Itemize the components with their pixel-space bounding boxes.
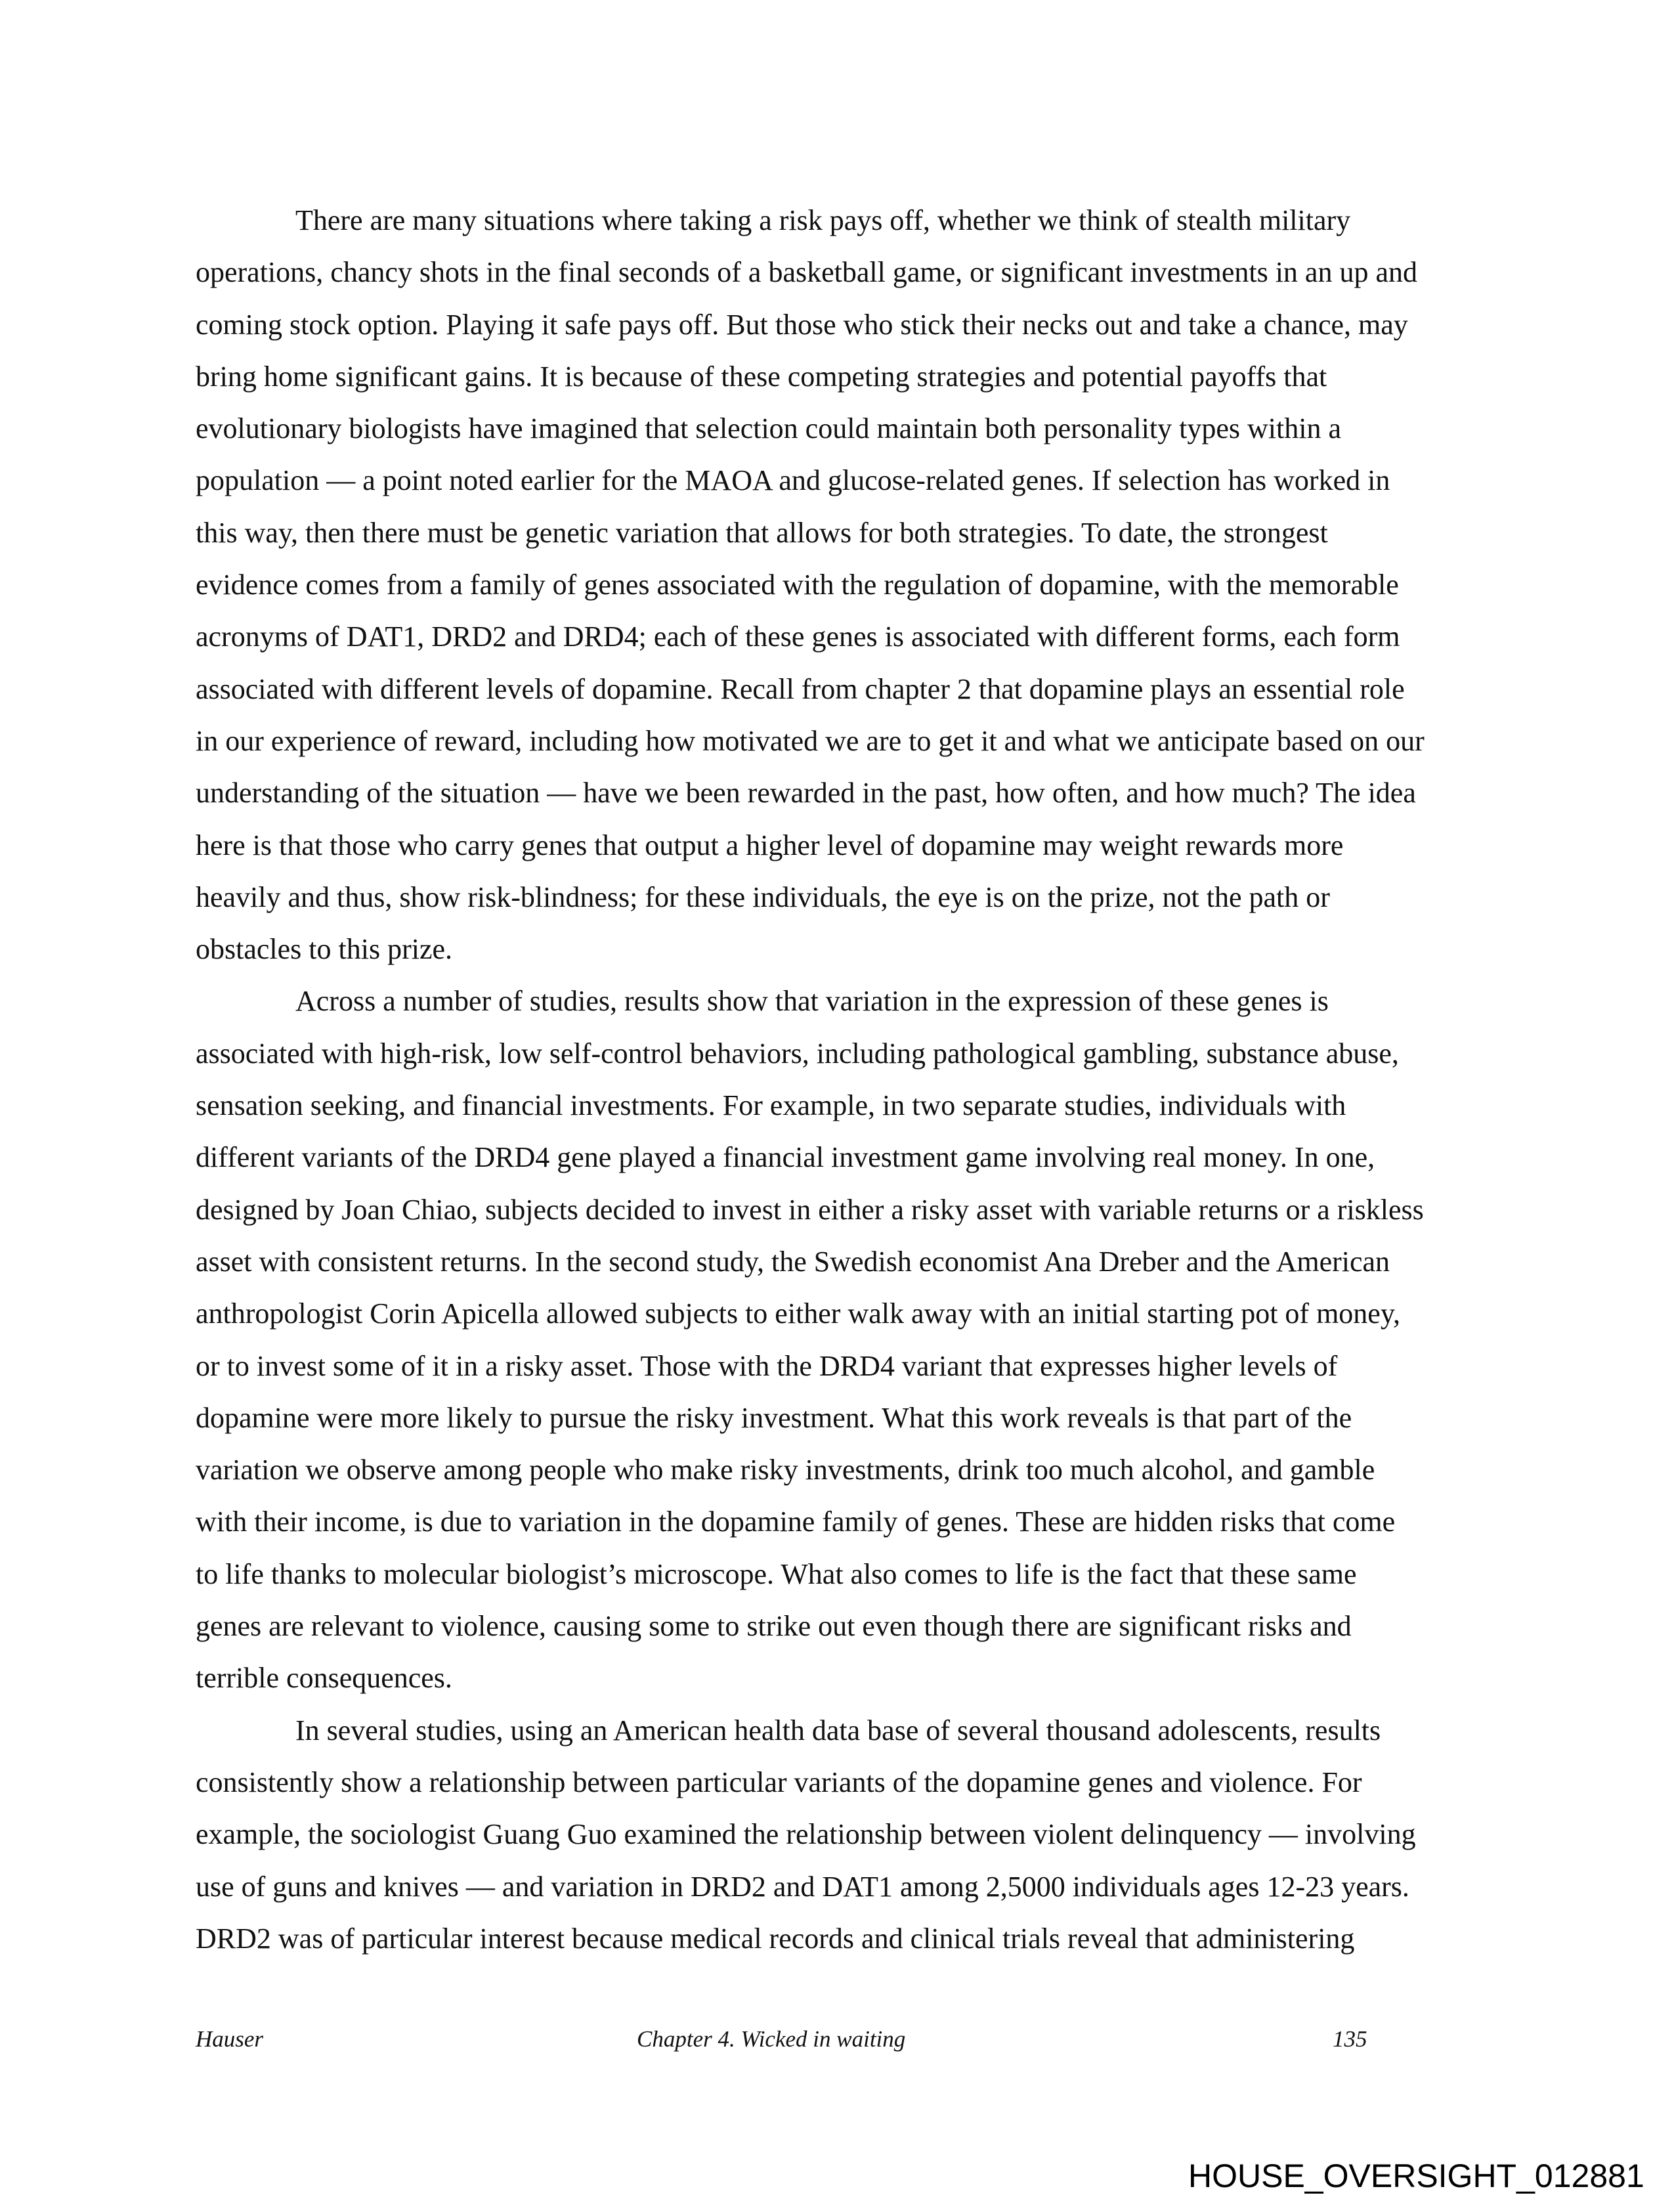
paragraph-2-line: designed by Joan Chiao, subjects decided to invest in either a risky asset with variable returns or a riskless	[196, 1193, 1424, 1226]
paragraph-2-line: to life thanks to molecular biologist’s microscope. What also comes to life is the fact that these same	[196, 1557, 1357, 1590]
paragraph-1-line: heavily and thus, show risk-blindness; for these individuals, the eye is on the prize, not the path or	[196, 880, 1330, 913]
body-text	[196, 194, 1482, 1964]
footer-chapter-title: Chapter 4. Wicked in waiting	[637, 2026, 906, 2052]
paragraph-2-line: dopamine were more likely to pursue the risky investment. What this work reveals is that part of the	[196, 1401, 1352, 1434]
paragraph-1-line: There are many situations where taking a risk pays off, whether we think of stealth military	[295, 204, 1351, 236]
paragraph-2-line: Across a number of studies, results show that variation in the expression of these genes is	[295, 985, 1329, 1018]
paragraph-1-line: bring home significant gains. It is because of these competing strategies and potential payoffs that	[196, 360, 1327, 393]
paragraph-2-line: variation we observe among people who make risky investments, drink too much alcohol, and gamble	[196, 1454, 1375, 1486]
paragraph-1-line: coming stock option. Playing it safe pays off. But those who stick their necks out and take a chance, may	[196, 308, 1408, 341]
paragraph-2-line: associated with high-risk, low self-control behaviors, including pathological gambling, substance abuse,	[196, 1037, 1399, 1070]
paragraph-2-line: sensation seeking, and financial investments. For example, in two separate studies, individuals with	[196, 1089, 1346, 1122]
paragraph-3-line: In several studies, using an American health data base of several thousand adolescents, results	[295, 1714, 1381, 1746]
paragraph-3-line: DRD2 was of particular interest because medical records and clinical trials reveal that administering	[196, 1922, 1355, 1955]
paragraph-2-line: anthropologist Corin Apicella allowed subjects to either walk away with an initial starting pot of money,	[196, 1297, 1400, 1330]
paragraph-1-line: in our experience of reward, including how motivated we are to get it and what we anticipate based on our	[196, 724, 1425, 757]
paragraph-2-line: or to invest some of it in a risky asset. Those with the DRD4 variant that expresses higher levels of	[196, 1349, 1338, 1382]
paragraph-2-line: terrible consequences.	[196, 1662, 452, 1695]
paragraph-1-line: evidence comes from a family of genes associated with the regulation of dopamine, with the memorable	[196, 569, 1399, 601]
paragraph-1-line: obstacles to this prize.	[196, 933, 453, 966]
paragraph-1-line: here is that those who carry genes that output a higher level of dopamine may weight rewards more	[196, 829, 1344, 861]
paragraph-3-line: consistently show a relationship between particular variants of the dopamine genes and violence. For	[196, 1766, 1362, 1798]
bates-number: HOUSE_OVERSIGHT_012881	[1188, 2158, 1644, 2194]
paragraph-1-line: acronyms of DAT1, DRD2 and DRD4; each of these genes is associated with different forms, each form	[196, 620, 1400, 653]
paragraph-2-line: genes are relevant to violence, causing some to strike out even though there are significant risks and	[196, 1610, 1352, 1643]
paragraph-1-line: this way, then there must be genetic variation that allows for both strategies. To date, the strongest	[196, 516, 1328, 549]
paragraph-2-line: asset with consistent returns. In the second study, the Swedish economist Ana Dreber and the American	[196, 1245, 1390, 1278]
paragraph-3-line: example, the sociologist Guang Guo examined the relationship between violent delinquency — involving	[196, 1818, 1416, 1851]
paragraph-2-line: with their income, is due to variation in the dopamine family of genes. These are hidden risks that come	[196, 1506, 1396, 1538]
footer-page-number: 135	[1333, 2026, 1367, 2052]
paragraph-1-line: population — a point noted earlier for the MAOA and glucose-related genes. If selection has worked in	[196, 464, 1390, 497]
paragraph-1-line: operations, chancy shots in the final seconds of a basketball game, or significant investments in an up and	[196, 256, 1417, 289]
paragraph-2-line: different variants of the DRD4 gene played a financial investment game involving real money. In one,	[196, 1141, 1375, 1174]
paragraph-1-line: associated with different levels of dopamine. Recall from chapter 2 that dopamine plays an essential role	[196, 672, 1405, 705]
paragraph-1-line: understanding of the situation — have we been rewarded in the past, how often, and how much? The idea	[196, 777, 1416, 810]
paragraph-1-line: evolutionary biologists have imagined that selection could maintain both personality types within a	[196, 412, 1341, 445]
footer-author: Hauser	[196, 2026, 264, 2052]
paragraph-3-line: use of guns and knives — and variation in DRD2 and DAT1 among 2,5000 individuals ages 12-23 years.	[196, 1870, 1409, 1903]
